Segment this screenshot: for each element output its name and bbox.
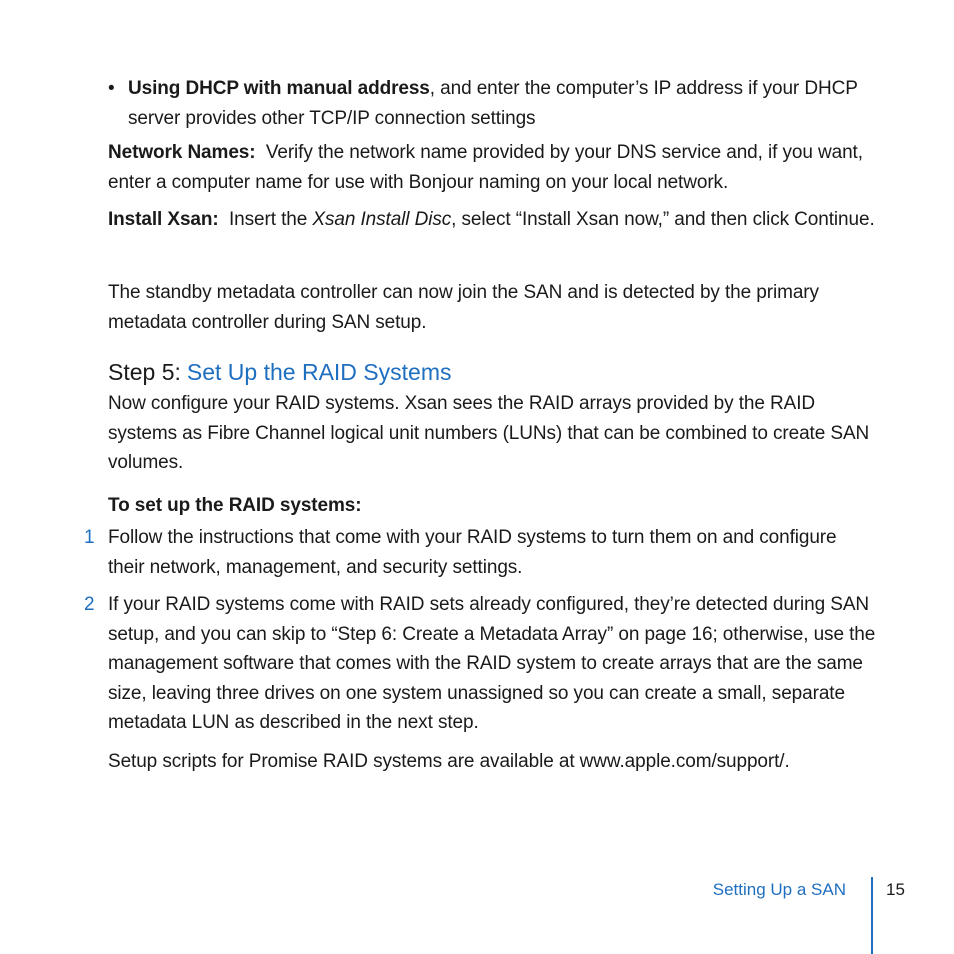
install-disc-name: Xsan Install Disc bbox=[312, 209, 452, 230]
dhcp-bullet-text: , and enter the computer’s IP address if your DHCP server provides other TCP/IP connection settings bbox=[128, 78, 858, 129]
install-xsan-text-after: , select “Install Xsan now,” and then click Continue. bbox=[451, 209, 875, 230]
step-heading bbox=[108, 356, 451, 388]
page-number: 15 bbox=[886, 880, 905, 899]
install-xsan-para bbox=[108, 205, 878, 235]
network-names-text: Verify the network name provided by your DNS service and, if you want, enter a computer name for use with Bonjour naming on your local network. bbox=[108, 142, 863, 193]
install-xsan-text-before: Insert the bbox=[228, 209, 308, 230]
step-label: Step 5: bbox=[108, 359, 181, 385]
standby-paragraph: The standby metadata controller can now join the SAN and is detected by the primary metadata controller during SAN setup. bbox=[108, 282, 819, 333]
network-names-para bbox=[108, 138, 878, 197]
scripts-paragraph: Setup scripts for Promise RAID systems are available at www.apple.com/support/. bbox=[108, 751, 790, 772]
procedure-heading: To set up the RAID systems: bbox=[108, 495, 362, 516]
footer-section-title: Setting Up a SAN bbox=[712, 880, 846, 899]
network-names-label: Network Names: bbox=[108, 142, 256, 163]
step-title: Set Up the RAID Systems bbox=[186, 359, 452, 385]
footer-divider bbox=[871, 877, 873, 954]
bullet-symbol: • bbox=[108, 78, 115, 99]
step-number-2: 2 bbox=[84, 594, 95, 615]
dhcp-bullet-bold: Using DHCP with manual address bbox=[128, 78, 430, 99]
dhcp-bullet-item bbox=[128, 74, 880, 133]
intro-paragraph: Now configure your RAID systems. Xsan sees the RAID arrays provided by the RAID systems as Fibre Channel logical unit numbers (LUNs) that can be combined to create SAN volumes. bbox=[108, 393, 870, 473]
step-text-1: Follow the instructions that come with your RAID systems to turn them on and configure their network, management, and security settings. bbox=[108, 527, 837, 578]
step-number-1: 1 bbox=[84, 527, 95, 548]
step-text-2: If your RAID systems come with RAID sets already configured, they’re detected during SAN setup, and you can skip to “Step 6: Create a Metadata Array” on page 16; otherwise, use the management software that comes with the RAID system to create arrays that are the same size, leaving three drives on one system unassigned so you can create a small, separate metadata LUN as described in the next step. bbox=[108, 594, 876, 733]
install-xsan-label: Install Xsan: bbox=[108, 209, 219, 230]
